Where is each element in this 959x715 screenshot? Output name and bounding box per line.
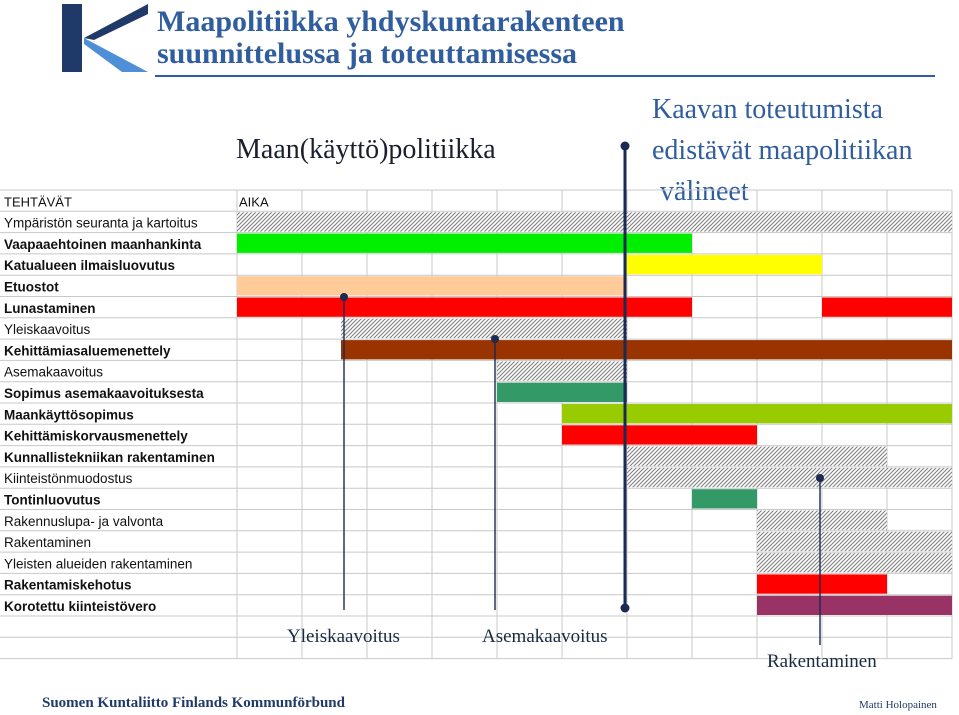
task-header: TEHTÄVÄT [4,194,72,210]
task-label: Maankäyttösopimus [4,407,134,423]
task-label: Asemakaavoitus [4,364,104,380]
task-label: Sopimus asemakaavoituksesta [4,386,204,401]
heading-land-use-policy: Maan(käyttö)politiikka [236,134,496,165]
task-bar [822,298,952,317]
milestone-label-rakentaminen: Rakentaminen [767,651,877,672]
task-label: Rakentamiskehotus [4,577,132,593]
task-bar [237,276,627,295]
task-label: Tontinluovutus [4,492,101,508]
footer-organization: Suomen Kuntaliitto Finlands Kommunförbund [42,695,345,711]
title-line-2: suunnittelussa ja toteuttamisessa [157,37,578,70]
task-bar [562,404,952,423]
task-label: Rakentaminen [4,535,92,551]
task-bar [497,383,627,402]
task-bar [757,596,952,615]
task-bar [497,361,627,380]
task-bar [627,447,887,466]
task-label: Lunastaminen [4,300,96,316]
task-label: Ympäristön seuranta ja kartoitus [4,215,198,231]
task-label: Etuostot [4,279,59,295]
task-bar [627,255,822,274]
task-bar [562,425,757,444]
task-bar [757,574,887,593]
task-label: Rakennuslupa- ja valvonta [4,513,164,529]
milestone-marker [816,474,824,482]
task-label: Yleiskaavoitus [4,322,91,338]
title-line-1: Maapolitiikka yhdyskuntarakenteen [157,5,625,38]
task-bar [757,553,952,572]
task-bar [627,468,952,487]
task-bar [341,340,952,359]
milestone-marker [491,335,499,343]
task-label: Kunnallistekniikan rakentaminen [4,449,215,465]
policy-boundary-top-marker [621,142,630,151]
task-label: Katualueen ilmaisluovutus [4,258,176,274]
footer-author: Matti Holopainen [859,699,937,711]
task-label: Korotettu kiinteistövero [4,599,157,614]
heading-right-line-2: edistävät maapolitiikan [652,135,913,166]
time-header: AIKA [239,194,269,210]
task-bar [341,319,627,338]
task-label: Yleisten alueiden rakentaminen [4,556,193,572]
task-label: Vaapaaehtoinen maanhankinta [4,236,202,252]
heading-right-line-3: välineet [660,176,749,207]
task-label: Kehittämiskorvausmenettely [4,428,188,444]
task-bar [757,532,952,551]
task-label: Kehittämiasaluemenettely [4,343,171,359]
heading-right-line-1: Kaavan toteutumista [652,94,883,125]
task-bar [692,489,757,508]
milestone-label-yleiskaavoitus: Yleiskaavoitus [287,626,400,647]
milestone-marker [340,293,348,301]
milestone-label-asemakaavoitus: Asemakaavoitus [482,626,608,647]
task-bar [237,212,952,231]
task-bar [757,511,887,530]
policy-boundary-bottom-marker [621,604,630,613]
task-label: Kiinteistönmuodostus [4,471,133,487]
